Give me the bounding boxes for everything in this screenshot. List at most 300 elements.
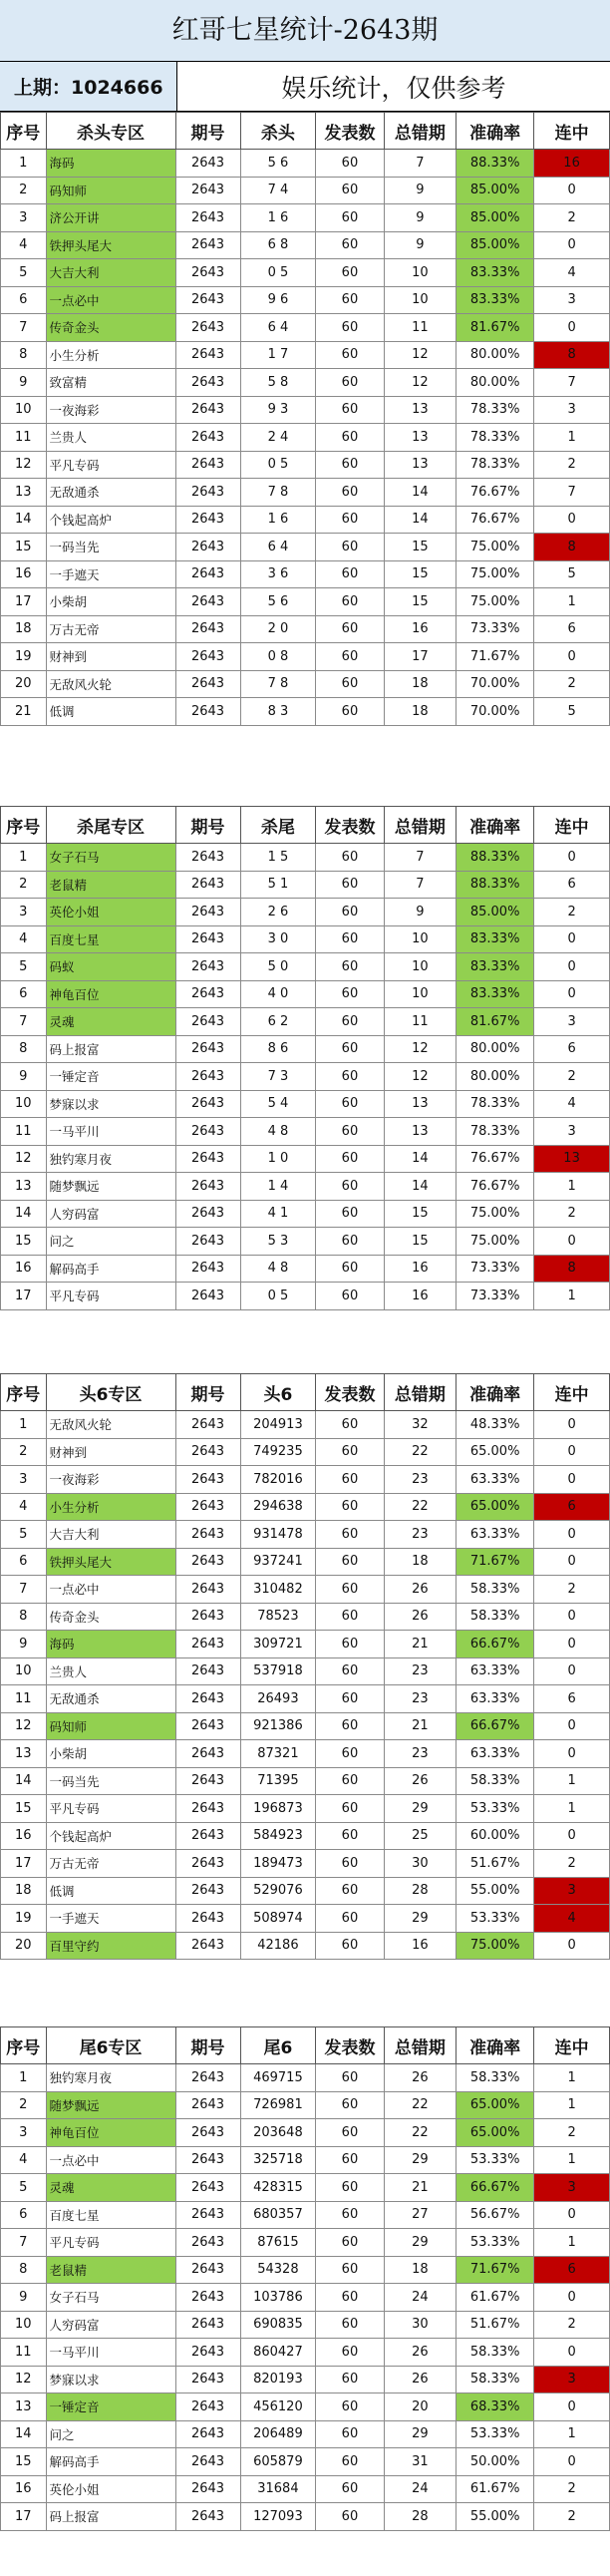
cell-pick: 726981 (240, 2091, 316, 2119)
column-header-name: 杀头专区 (46, 113, 175, 150)
cell-issue: 2643 (175, 369, 240, 397)
cell-post-count: 60 (316, 204, 384, 232)
cell-streak: 13 (534, 1145, 610, 1173)
cell-pick: 1 7 (240, 341, 316, 369)
cell-issue: 2643 (175, 1493, 240, 1521)
cell-row-index: 6 (1, 286, 47, 314)
cell-streak: 0 (534, 1438, 610, 1466)
cell-issue: 2643 (175, 2201, 240, 2229)
cell-pick: 7 3 (240, 1063, 316, 1091)
cell-miss-count: 12 (384, 1035, 457, 1063)
cell-issue: 2643 (175, 2284, 240, 2312)
cell-issue: 2643 (175, 1438, 240, 1466)
cell-miss-count: 26 (384, 1603, 457, 1631)
cell-name: 人穷码富 (46, 1200, 175, 1228)
cell-streak: 6 (534, 1493, 610, 1521)
cell-streak: 0 (534, 925, 610, 953)
cell-pick: 9 3 (240, 396, 316, 424)
cell-post-count: 60 (316, 1905, 384, 1933)
cell-name: 一手遮天 (46, 1905, 175, 1933)
column-header-post-count: 发表数 (316, 1374, 384, 1411)
head-six-table (0, 1373, 610, 1960)
cell-accuracy: 75.00% (457, 1228, 534, 1256)
column-header-issue: 期号 (175, 807, 240, 844)
cell-name: 神龟百位 (46, 980, 175, 1008)
cell-post-count: 60 (316, 451, 384, 479)
cell-issue: 2643 (175, 1466, 240, 1494)
cell-name: 灵魂 (46, 1008, 175, 1036)
cell-issue: 2643 (175, 588, 240, 616)
cell-pick: 189473 (240, 1850, 316, 1878)
cell-issue: 2643 (175, 1411, 240, 1439)
cell-accuracy: 76.67% (457, 506, 534, 534)
cell-row-index: 3 (1, 1466, 47, 1494)
cell-miss-count: 10 (384, 259, 457, 287)
column-header-accuracy: 准确率 (457, 807, 534, 844)
table-row (1, 953, 610, 981)
cell-row-index: 15 (1, 2448, 47, 2476)
cell-streak: 7 (534, 479, 610, 507)
cell-post-count: 60 (316, 1548, 384, 1576)
cell-accuracy: 78.33% (457, 451, 534, 479)
cell-streak: 2 (534, 1200, 610, 1228)
table-row (1, 2448, 610, 2476)
cell-row-index: 5 (1, 259, 47, 287)
cell-name: 女子石马 (46, 844, 175, 872)
previous-issue-label: 上期：1024666 (0, 62, 177, 111)
cell-streak: 3 (534, 1877, 610, 1905)
cell-miss-count: 29 (384, 2420, 457, 2448)
cell-accuracy: 71.67% (457, 643, 534, 671)
cell-streak: 2 (534, 1576, 610, 1604)
cell-name: 无敌通杀 (46, 1685, 175, 1713)
cell-miss-count: 12 (384, 369, 457, 397)
cell-name: 神龟百位 (46, 2119, 175, 2147)
cell-pick: 0 5 (240, 259, 316, 287)
cell-issue: 2643 (175, 259, 240, 287)
cell-streak: 0 (534, 2201, 610, 2229)
cell-accuracy: 85.00% (457, 177, 534, 204)
cell-post-count: 60 (316, 2064, 384, 2092)
cell-miss-count: 22 (384, 2119, 457, 2147)
table-header-row (1, 1374, 610, 1411)
cell-pick: 605879 (240, 2448, 316, 2476)
cell-post-count: 60 (316, 1228, 384, 1256)
cell-accuracy: 55.00% (457, 1877, 534, 1905)
cell-issue: 2643 (175, 670, 240, 698)
page-title-bar (0, 0, 610, 62)
cell-post-count: 60 (316, 2503, 384, 2531)
cell-miss-count: 21 (384, 2174, 457, 2202)
cell-streak: 0 (534, 1822, 610, 1850)
cell-accuracy: 71.67% (457, 2256, 534, 2284)
cell-issue: 2643 (175, 1850, 240, 1878)
column-header-name: 尾6专区 (46, 2027, 175, 2064)
cell-streak: 0 (534, 1466, 610, 1494)
cell-row-index: 2 (1, 177, 47, 204)
cell-pick: 78523 (240, 1603, 316, 1631)
cell-accuracy: 83.33% (457, 953, 534, 981)
table-row (1, 1438, 610, 1466)
cell-pick: 537918 (240, 1657, 316, 1685)
cell-pick: 937241 (240, 1548, 316, 1576)
cell-accuracy: 61.67% (457, 2475, 534, 2503)
cell-accuracy: 85.00% (457, 899, 534, 926)
cell-streak: 0 (534, 314, 610, 342)
cell-accuracy: 65.00% (457, 1438, 534, 1466)
table-header-row (1, 2027, 610, 2064)
cell-accuracy: 65.00% (457, 2119, 534, 2147)
cell-issue: 2643 (175, 534, 240, 561)
subheader (0, 62, 610, 112)
cell-issue: 2643 (175, 1008, 240, 1036)
cell-miss-count: 15 (384, 1228, 457, 1256)
cell-name: 低调 (46, 698, 175, 726)
cell-post-count: 60 (316, 1283, 384, 1310)
cell-post-count: 60 (316, 286, 384, 314)
cell-row-index: 8 (1, 1603, 47, 1631)
cell-name: 解码高手 (46, 1255, 175, 1283)
cell-pick: 5 3 (240, 1228, 316, 1256)
column-header-row-index: 序号 (1, 1374, 47, 1411)
cell-row-index: 8 (1, 1035, 47, 1063)
cell-name: 随梦飘远 (46, 2091, 175, 2119)
cell-streak: 0 (534, 1228, 610, 1256)
cell-accuracy: 80.00% (457, 369, 534, 397)
column-header-row-index: 序号 (1, 807, 47, 844)
cell-issue: 2643 (175, 844, 240, 872)
cell-accuracy: 61.67% (457, 2284, 534, 2312)
cell-accuracy: 80.00% (457, 1063, 534, 1091)
cell-streak: 0 (534, 1932, 610, 1960)
cell-streak: 1 (534, 2146, 610, 2174)
cell-miss-count: 10 (384, 286, 457, 314)
cell-issue: 2643 (175, 2420, 240, 2448)
cell-name: 海码 (46, 1631, 175, 1658)
table-row (1, 899, 610, 926)
cell-pick: 6 8 (240, 231, 316, 259)
cell-miss-count: 14 (384, 1173, 457, 1201)
cell-miss-count: 16 (384, 615, 457, 643)
cell-row-index: 12 (1, 1712, 47, 1740)
cell-miss-count: 18 (384, 670, 457, 698)
cell-issue: 2643 (175, 2119, 240, 2147)
cell-pick: 6 4 (240, 534, 316, 561)
column-header-streak: 连中 (534, 1374, 610, 1411)
cell-streak: 0 (534, 231, 610, 259)
table-row (1, 1008, 610, 1036)
table-row (1, 871, 610, 899)
cell-name: 英伦小姐 (46, 2475, 175, 2503)
cell-streak: 1 (534, 424, 610, 452)
cell-issue: 2643 (175, 899, 240, 926)
cell-miss-count: 30 (384, 2311, 457, 2339)
cell-accuracy: 78.33% (457, 1090, 534, 1118)
cell-name: 码知师 (46, 1712, 175, 1740)
cell-accuracy: 53.33% (457, 1905, 534, 1933)
cell-streak: 2 (534, 2311, 610, 2339)
cell-pick: 6 4 (240, 314, 316, 342)
cell-streak: 3 (534, 286, 610, 314)
cell-accuracy: 58.33% (457, 1767, 534, 1795)
cell-pick: 2 0 (240, 615, 316, 643)
cell-name: 问之 (46, 1228, 175, 1256)
cell-streak: 1 (534, 1767, 610, 1795)
cell-name: 传奇金头 (46, 314, 175, 342)
cell-name: 码上报富 (46, 1035, 175, 1063)
table-row (1, 369, 610, 397)
cell-post-count: 60 (316, 1493, 384, 1521)
cell-pick: 103786 (240, 2284, 316, 2312)
cell-name: 小生分析 (46, 341, 175, 369)
cell-issue: 2643 (175, 1685, 240, 1713)
cell-pick: 0 8 (240, 643, 316, 671)
cell-streak: 8 (534, 534, 610, 561)
cell-post-count: 60 (316, 1063, 384, 1091)
cell-row-index: 4 (1, 1493, 47, 1521)
cell-pick: 921386 (240, 1712, 316, 1740)
cell-pick: 749235 (240, 1438, 316, 1466)
cell-post-count: 60 (316, 259, 384, 287)
cell-miss-count: 12 (384, 1063, 457, 1091)
column-header-accuracy: 准确率 (457, 113, 534, 150)
cell-miss-count: 15 (384, 560, 457, 588)
cell-streak: 2 (534, 1063, 610, 1091)
table-row (1, 1850, 610, 1878)
cell-streak: 1 (534, 1283, 610, 1310)
cell-post-count: 60 (316, 534, 384, 561)
cell-issue: 2643 (175, 424, 240, 452)
cell-row-index: 11 (1, 424, 47, 452)
cell-post-count: 60 (316, 2229, 384, 2257)
cell-issue: 2643 (175, 314, 240, 342)
cell-post-count: 60 (316, 1795, 384, 1823)
cell-issue: 2643 (175, 2174, 240, 2202)
cell-row-index: 10 (1, 2311, 47, 2339)
cell-pick: 820193 (240, 2366, 316, 2393)
cell-miss-count: 13 (384, 451, 457, 479)
cell-accuracy: 56.67% (457, 2201, 534, 2229)
table-row (1, 506, 610, 534)
cell-accuracy: 66.67% (457, 1712, 534, 1740)
cell-streak: 1 (534, 2064, 610, 2092)
cell-accuracy: 83.33% (457, 259, 534, 287)
cell-row-index: 3 (1, 204, 47, 232)
cell-streak: 1 (534, 1795, 610, 1823)
cell-row-index: 11 (1, 2339, 47, 2367)
cell-name: 人穷码富 (46, 2311, 175, 2339)
cell-pick: 5 0 (240, 953, 316, 981)
cell-miss-count: 7 (384, 871, 457, 899)
cell-streak: 5 (534, 698, 610, 726)
cell-post-count: 60 (316, 177, 384, 204)
cell-row-index: 16 (1, 1822, 47, 1850)
cell-streak: 0 (534, 980, 610, 1008)
cell-miss-count: 15 (384, 588, 457, 616)
cell-accuracy: 53.33% (457, 2229, 534, 2257)
cell-name: 一点必中 (46, 1576, 175, 1604)
cell-post-count: 60 (316, 980, 384, 1008)
table-row (1, 2174, 610, 2202)
table-row (1, 1548, 610, 1576)
table-header-row (1, 807, 610, 844)
cell-miss-count: 15 (384, 534, 457, 561)
cell-name: 一马平川 (46, 2339, 175, 2367)
cell-row-index: 1 (1, 2064, 47, 2092)
table-row (1, 1905, 610, 1933)
cell-miss-count: 16 (384, 1255, 457, 1283)
cell-issue: 2643 (175, 396, 240, 424)
cell-issue: 2643 (175, 231, 240, 259)
cell-post-count: 60 (316, 1850, 384, 1878)
cell-accuracy: 73.33% (457, 1283, 534, 1310)
cell-post-count: 60 (316, 1008, 384, 1036)
table-row (1, 1228, 610, 1256)
table-row (1, 1173, 610, 1201)
cell-streak: 1 (534, 2091, 610, 2119)
page-title: 红哥七星统计-2643期 (171, 15, 439, 46)
cell-post-count: 60 (316, 2475, 384, 2503)
table-row (1, 479, 610, 507)
cell-row-index: 4 (1, 925, 47, 953)
table-row (1, 670, 610, 698)
cell-pick: 428315 (240, 2174, 316, 2202)
cell-accuracy: 63.33% (457, 1466, 534, 1494)
table-row (1, 1657, 610, 1685)
cell-miss-count: 12 (384, 341, 457, 369)
table-row (1, 2311, 610, 2339)
cell-streak: 0 (534, 2448, 610, 2476)
cell-issue: 2643 (175, 204, 240, 232)
cell-pick: 4 8 (240, 1118, 316, 1146)
cell-post-count: 60 (316, 1118, 384, 1146)
cell-streak: 0 (534, 1411, 610, 1439)
column-header-issue: 期号 (175, 113, 240, 150)
cell-post-count: 60 (316, 560, 384, 588)
cell-issue: 2643 (175, 2366, 240, 2393)
cell-pick: 309721 (240, 1631, 316, 1658)
cell-streak: 0 (534, 1548, 610, 1576)
cell-miss-count: 23 (384, 1657, 457, 1685)
cell-streak: 0 (534, 177, 610, 204)
cell-accuracy: 75.00% (457, 560, 534, 588)
cell-post-count: 60 (316, 643, 384, 671)
cell-streak: 0 (534, 844, 610, 872)
cell-row-index: 18 (1, 1877, 47, 1905)
cell-name: 独钓寒月夜 (46, 2064, 175, 2092)
cell-post-count: 60 (316, 2256, 384, 2284)
cell-name: 一点必中 (46, 286, 175, 314)
column-header-accuracy: 准确率 (457, 2027, 534, 2064)
table-row (1, 1255, 610, 1283)
cell-row-index: 12 (1, 451, 47, 479)
cell-name: 个钱起高炉 (46, 1822, 175, 1850)
cell-pick: 690835 (240, 2311, 316, 2339)
cell-name: 解码高手 (46, 2448, 175, 2476)
cell-row-index: 20 (1, 670, 47, 698)
cell-accuracy: 60.00% (457, 1822, 534, 1850)
column-header-name: 杀尾专区 (46, 807, 175, 844)
cell-miss-count: 11 (384, 1008, 457, 1036)
cell-post-count: 60 (316, 2284, 384, 2312)
cell-miss-count: 9 (384, 177, 457, 204)
cell-streak: 2 (534, 670, 610, 698)
cell-miss-count: 31 (384, 2448, 457, 2476)
cell-streak: 2 (534, 2475, 610, 2503)
cell-miss-count: 22 (384, 2091, 457, 2119)
cell-name: 一点必中 (46, 2146, 175, 2174)
cell-post-count: 60 (316, 396, 384, 424)
cell-miss-count: 7 (384, 150, 457, 178)
cell-miss-count: 30 (384, 1850, 457, 1878)
cell-name: 百度七星 (46, 2201, 175, 2229)
column-header-name: 头6专区 (46, 1374, 175, 1411)
cell-name: 万古无帝 (46, 615, 175, 643)
cell-name: 一锤定音 (46, 2393, 175, 2421)
table-row (1, 1466, 610, 1494)
table-row (1, 643, 610, 671)
cell-pick: 680357 (240, 2201, 316, 2229)
cell-pick: 0 5 (240, 1283, 316, 1310)
cell-post-count: 60 (316, 1932, 384, 1960)
cell-streak: 8 (534, 341, 610, 369)
cell-name: 铁押头尾大 (46, 231, 175, 259)
cell-issue: 2643 (175, 1145, 240, 1173)
cell-post-count: 60 (316, 2119, 384, 2147)
table-row (1, 231, 610, 259)
cell-accuracy: 76.67% (457, 1173, 534, 1201)
cell-accuracy: 88.33% (457, 871, 534, 899)
cell-issue: 2643 (175, 1548, 240, 1576)
column-header-miss-count: 总错期 (384, 807, 457, 844)
cell-miss-count: 17 (384, 643, 457, 671)
cell-pick: 31684 (240, 2475, 316, 2503)
cell-pick: 860427 (240, 2339, 316, 2367)
cell-accuracy: 68.33% (457, 2393, 534, 2421)
cell-post-count: 60 (316, 1255, 384, 1283)
cell-pick: 2 4 (240, 424, 316, 452)
table-row (1, 2146, 610, 2174)
cell-miss-count: 23 (384, 1685, 457, 1713)
cell-post-count: 60 (316, 1521, 384, 1549)
cell-issue: 2643 (175, 560, 240, 588)
cell-streak: 2 (534, 899, 610, 926)
cell-accuracy: 73.33% (457, 615, 534, 643)
cell-post-count: 60 (316, 1438, 384, 1466)
cell-post-count: 60 (316, 2448, 384, 2476)
cell-accuracy: 76.67% (457, 479, 534, 507)
cell-name: 万古无帝 (46, 1850, 175, 1878)
cell-issue: 2643 (175, 2503, 240, 2531)
cell-post-count: 60 (316, 953, 384, 981)
cell-name: 一码当先 (46, 534, 175, 561)
cell-row-index: 12 (1, 1145, 47, 1173)
cell-row-index: 21 (1, 698, 47, 726)
cell-issue: 2643 (175, 615, 240, 643)
table-row (1, 1603, 610, 1631)
cell-pick: 42186 (240, 1932, 316, 1960)
cell-pick: 1 0 (240, 1145, 316, 1173)
cell-miss-count: 18 (384, 698, 457, 726)
cell-issue: 2643 (175, 2229, 240, 2257)
cell-streak: 4 (534, 1905, 610, 1933)
table-row (1, 341, 610, 369)
table-row (1, 698, 610, 726)
cell-streak: 16 (534, 150, 610, 178)
cell-accuracy: 75.00% (457, 1200, 534, 1228)
cell-accuracy: 83.33% (457, 286, 534, 314)
column-header-row-index: 序号 (1, 113, 47, 150)
